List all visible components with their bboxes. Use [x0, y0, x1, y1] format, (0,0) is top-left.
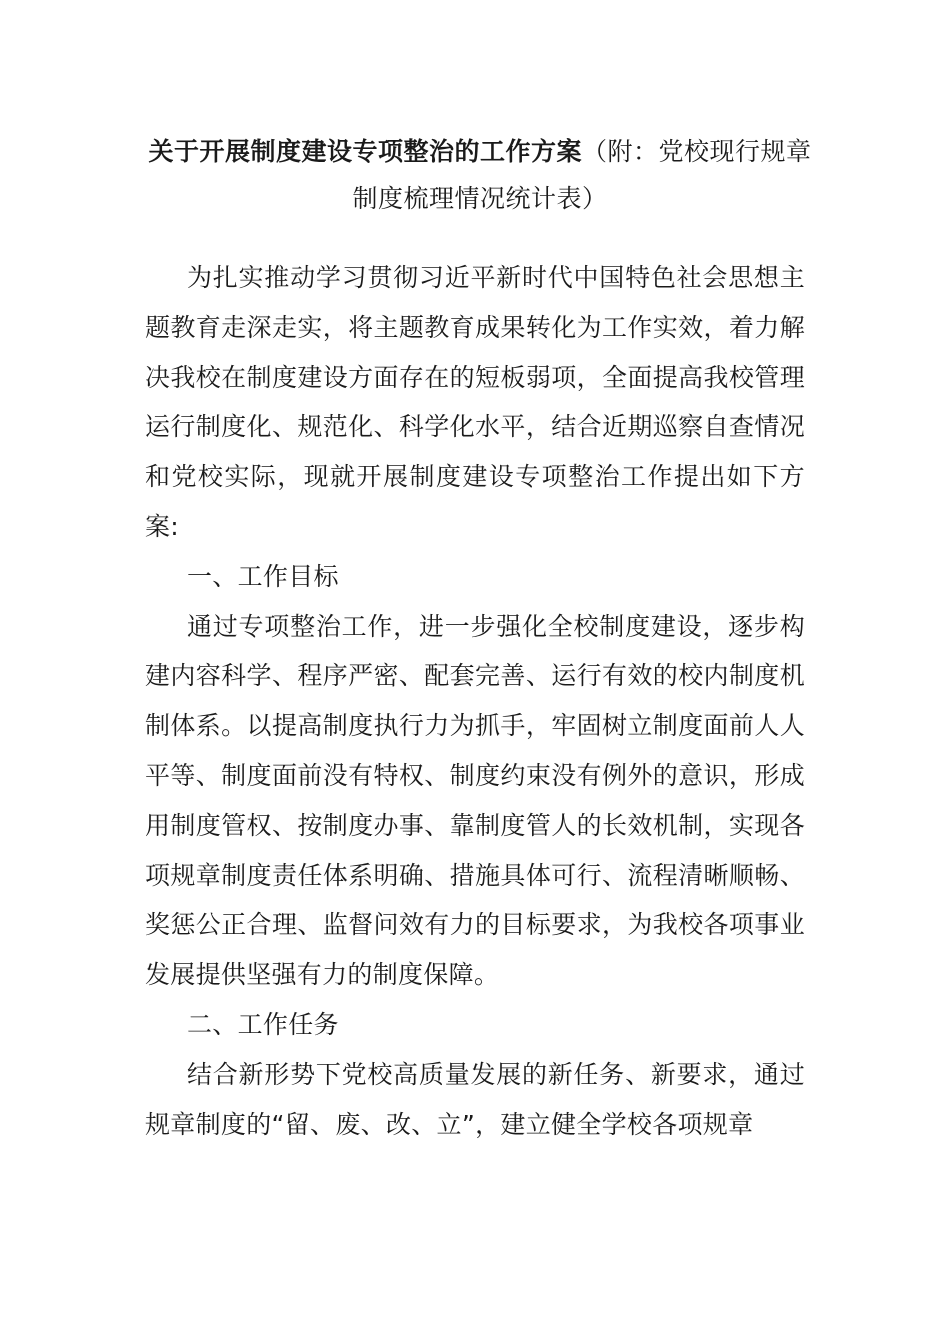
title-main: 关于开展制度建设专项整治的工作方案	[148, 137, 582, 166]
section-heading-goals: 一、工作目标	[187, 561, 339, 591]
tasks-paragraph: 结合新形势下党校高质量发展的新任务、新要求，通过规章制度的“留、废、改、立”，建立健全学校各项规章	[145, 1059, 805, 1139]
goals-paragraph: 通过专项整治工作，进一步强化全校制度建设，逐步构建内容科学、程序严密、配套完善、运行有效的校内制度机制体系。以提高制度执行力为抓手，牢固树立制度面前人人平等、制度面前没有特权、制度约束没有例外的意识，形成用制度管权、按制度办事、靠制度管人的长效机制，实现各项规章制度责任体系明确、措施具体可行、流程清晰顺畅、奖惩公正合理、监督问效有力的目标要求，为我校各项事业发展提供坚强有力的制度保障。	[145, 611, 805, 990]
section-heading-tasks: 二、工作任务	[187, 1009, 339, 1039]
title-attachment-note: （附：党校现行规章制度梳理情况统计表）	[352, 137, 812, 213]
document-body	[145, 253, 805, 1149]
intro-paragraph: 为扎实推动学习贯彻习近平新时代中国特色社会思想主题教育走深走实，将主题教育成果转化为工作实效，着力解决我校在制度建设方面存在的短板弱项，全面提高我校管理运行制度化、规范化、科学化水平，结合近期巡察自查情况和党校实际，现就开展制度建设专项整治工作提出如下方案:	[145, 263, 805, 541]
document-title	[140, 128, 820, 222]
